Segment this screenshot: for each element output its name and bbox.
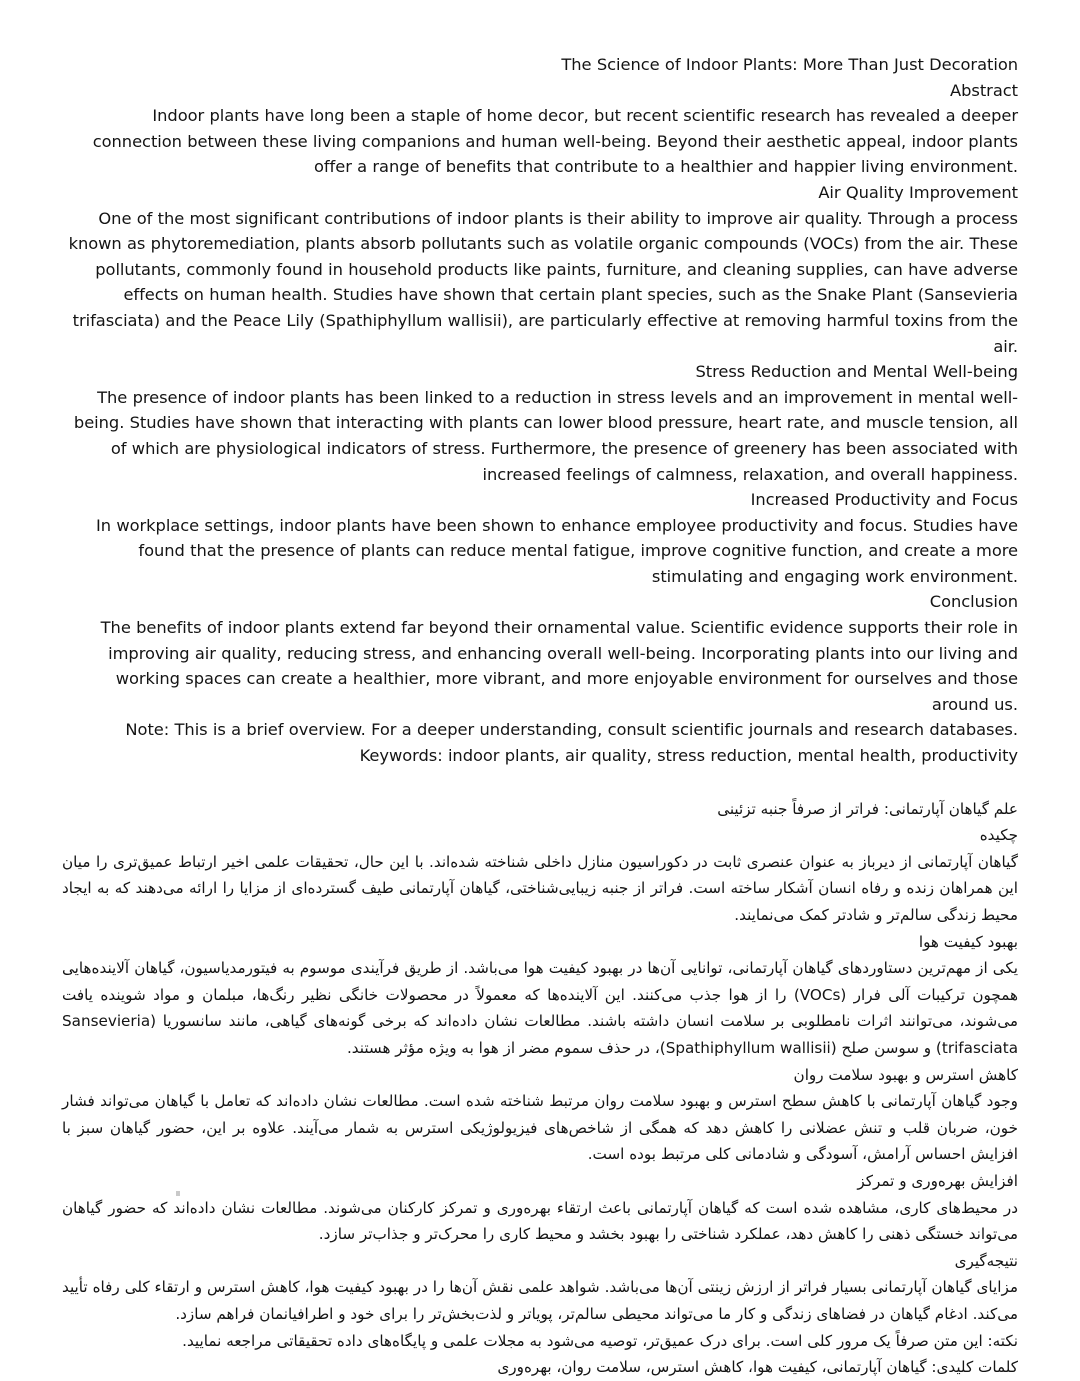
english-section-paragraph-air-quality: One of the most significant contributions of indoor plants is their ability to improve air quality. Through a process known as phytoremediation, plants absorb pollutants such as volatile organic compounds (VOCs) from the air. These pollutants, commonly found in household products like paints, furniture, and cleaning supplies, can have adverse effects on human health. Studies have shown that certain plant species, such as the Snake Plant (Sansevieria trifasciata) and the Peace Lily (Spathiphyllum wallisii), are particularly effective at removing harmful toxins from the air. bbox=[68, 208, 1018, 356]
page-artifact-mark bbox=[176, 1191, 180, 1196]
english-section-heading-air-quality: Air Quality Improvement bbox=[818, 182, 1018, 202]
english-section-heading-stress-reduction: Stress Reduction and Mental Well-being bbox=[695, 362, 1018, 382]
persian-conclusion-heading: نتیجه‌گیری bbox=[954, 1251, 1018, 1270]
persian-section-heading-air-quality: بهبود کیفیت هوا bbox=[918, 932, 1018, 951]
english-article bbox=[62, 52, 1018, 769]
persian-air-quality-text-part-3: ) و سوسن صلح ( bbox=[830, 1038, 942, 1057]
persian-section-paragraph-productivity: در محیط‌های کاری، مشاهده شده است که گیاهان آپارتمانی باعث ارتقاء بهره‌وری و تمرکز کارکنان می‌شوند. مطالعات نشان داده‌اند که حضور گیاهان می‌تواند خستگی ذهنی را کاهش دهد، عملکرد شناختی را بهبود بخشد و محیط کاری را محرک‌تر و جذاب‌تر سازد. bbox=[62, 1198, 1018, 1244]
persian-section-paragraph-stress-reduction: وجود گیاهان آپارتمانی با کاهش سطح استرس و بهبود سلامت روان مرتبط شناخته شده است. مطالعات نشان داده‌اند که تعامل با گیاهان می‌تواند فشار خون، ضربان قلب و تنش عضلانی را کاهش دهد که همگی از شاخص‌های فیزیولوژیکی استرس به شمار می‌آیند. علاوه بر این، حضور گیاهان سبز با افزایش احساس آرامش، آسودگی و شادمانی کلی مرتبط بوده است. bbox=[62, 1092, 1018, 1164]
persian-note: نکته: این متن صرفاً یک مرور کلی است. برای درک عمیق‌تر، توصیه می‌شود به مجلات علمی و پایگاه‌های داده تحقیقاتی مراجعه نمایید. bbox=[182, 1331, 1018, 1350]
persian-keywords: کلمات کلیدی: گیاهان آپارتمانی، کیفیت هوا، کاهش استرس، سلامت روان، بهره‌وری bbox=[497, 1358, 1018, 1377]
persian-section-paragraph-air-quality bbox=[62, 955, 1018, 1061]
english-note: Note: This is a brief overview. For a deeper understanding, consult scientific journals and research databases. bbox=[125, 720, 1018, 740]
persian-abstract-heading: چکیده bbox=[979, 826, 1018, 845]
persian-abstract-paragraph: گیاهان آپارتمانی از دیرباز به عنوان عنصری ثابت در دکوراسیون منازل داخلی شناخته شده‌اند. با این حال، تحقیقات علمی اخیر ارتباط عمیق‌تری را میان این همراهان زنده و رفاه انسان آشکار ساخته است. فراتر از جنبه زیبایی‌شناختی، گیاهان آپارتمانی طیف گسترده‌ای از مزایا را ارائه می‌دهند که به ایجاد محیط زندگی سالم‌تر و شادتر کمک می‌نمایند. bbox=[62, 852, 1018, 924]
persian-conclusion-paragraph: مزایای گیاهان آپارتمانی بسیار فراتر از ارزش زینتی آن‌ها می‌باشد. شواهد علمی نقش آن‌ها را در بهبود کیفیت هوا، کاهش استرس و ارتقاء کلی رفاه تأیید می‌کند. ادغام گیاهان در فضاهای زندگی و کار ما می‌تواند محیطی سالم‌تر، پویاتر و لذت‌بخش‌تر را برای خود و اطرافیانمان فراهم سازد. bbox=[62, 1278, 1018, 1323]
english-section-paragraph-productivity: In workplace settings, indoor plants have been shown to enhance employee productivity and focus. Studies have found that the presence of plants can reduce mental fatigue, improve cognitive function, and create a more stimulating and engaging work environment. bbox=[96, 515, 1018, 586]
persian-term-vocs: VOCs bbox=[799, 985, 841, 1004]
english-conclusion-heading: Conclusion bbox=[929, 592, 1018, 612]
english-abstract-heading: Abstract bbox=[950, 80, 1018, 100]
persian-document-title: علم گیاهان آپارتمانی: فراتر از صرفاً جنبه تزئینی bbox=[717, 799, 1018, 818]
persian-article bbox=[62, 796, 1018, 1381]
english-conclusion-paragraph: The benefits of indoor plants extend far beyond their ornamental value. Scientific evidence supports their role in improving air quality, reducing stress, and enhancing overall well-being. Incorporating plants into our living and working spaces can create a healthier, more vibrant, and more enjoyable environment for ourselves and those around us. bbox=[100, 618, 1018, 714]
english-keywords: Keywords: indoor plants, air quality, stress reduction, mental health, productivity bbox=[359, 746, 1018, 766]
english-abstract-paragraph: Indoor plants have long been a staple of home decor, but recent scientific research has revealed a deeper connection between these living companions and human well-being. Beyond their aesthetic appeal, indoor plants offer a range of benefits that contribute to a healthier and happier living environment. bbox=[92, 106, 1018, 177]
english-document-title: The Science of Indoor Plants: More Than Just Decoration bbox=[561, 55, 1018, 74]
english-section-paragraph-stress-reduction: The presence of indoor plants has been linked to a reduction in stress levels and an improvement in mental well-being. Studies have shown that interacting with plants can lower blood pressure, heart rate, and muscle tension, all of which are physiological indicators of stress. Furthermore, the presence of greenery has been associated with increased feelings of calmness, relaxation, and overall happiness. bbox=[73, 387, 1018, 484]
english-section-heading-productivity: Increased Productivity and Focus bbox=[750, 490, 1018, 510]
persian-air-quality-text-part-4: )، در حذف سموم مضر از هوا به ویژه مؤثر هستند. bbox=[346, 1038, 666, 1057]
persian-section-heading-productivity: افزایش بهره‌وری و تمرکز bbox=[857, 1171, 1018, 1190]
persian-air-quality-text-part-2: ) را از هوا جذب می‌کنند. این آلاینده‌ها که معمولاً در محصولات خانگی نظیر رنگ‌ها، مبلمان و مواد شوینده یافت می‌شوند، می‌توانند اثرات نامطلوبی بر سلامت انسان داشته باشند. مطالعات نشان داده‌اند که برخی گونه‌های گیاهی، مانند سانسوریا ( bbox=[62, 985, 1018, 1031]
persian-term-sansevieria: Sansevieria trifasciata bbox=[62, 1012, 1018, 1057]
persian-term-spathiphyllum: Spathiphyllum wallisii bbox=[665, 1038, 831, 1057]
persian-section-heading-stress-reduction: کاهش استرس و بهبود سلامت روان bbox=[793, 1065, 1018, 1084]
persian-air-quality-text-part-1: یکی از مهم‌ترین دستاوردهای گیاهان آپارتمانی، توانایی آن‌ها در بهبود کیفیت هوا می‌باشد. از طریق فرآیندی موسوم به فیتورمدیاسیون، گیاهان آلاینده‌هایی همچون ترکیبات آلی فرار ( bbox=[62, 959, 1018, 1004]
